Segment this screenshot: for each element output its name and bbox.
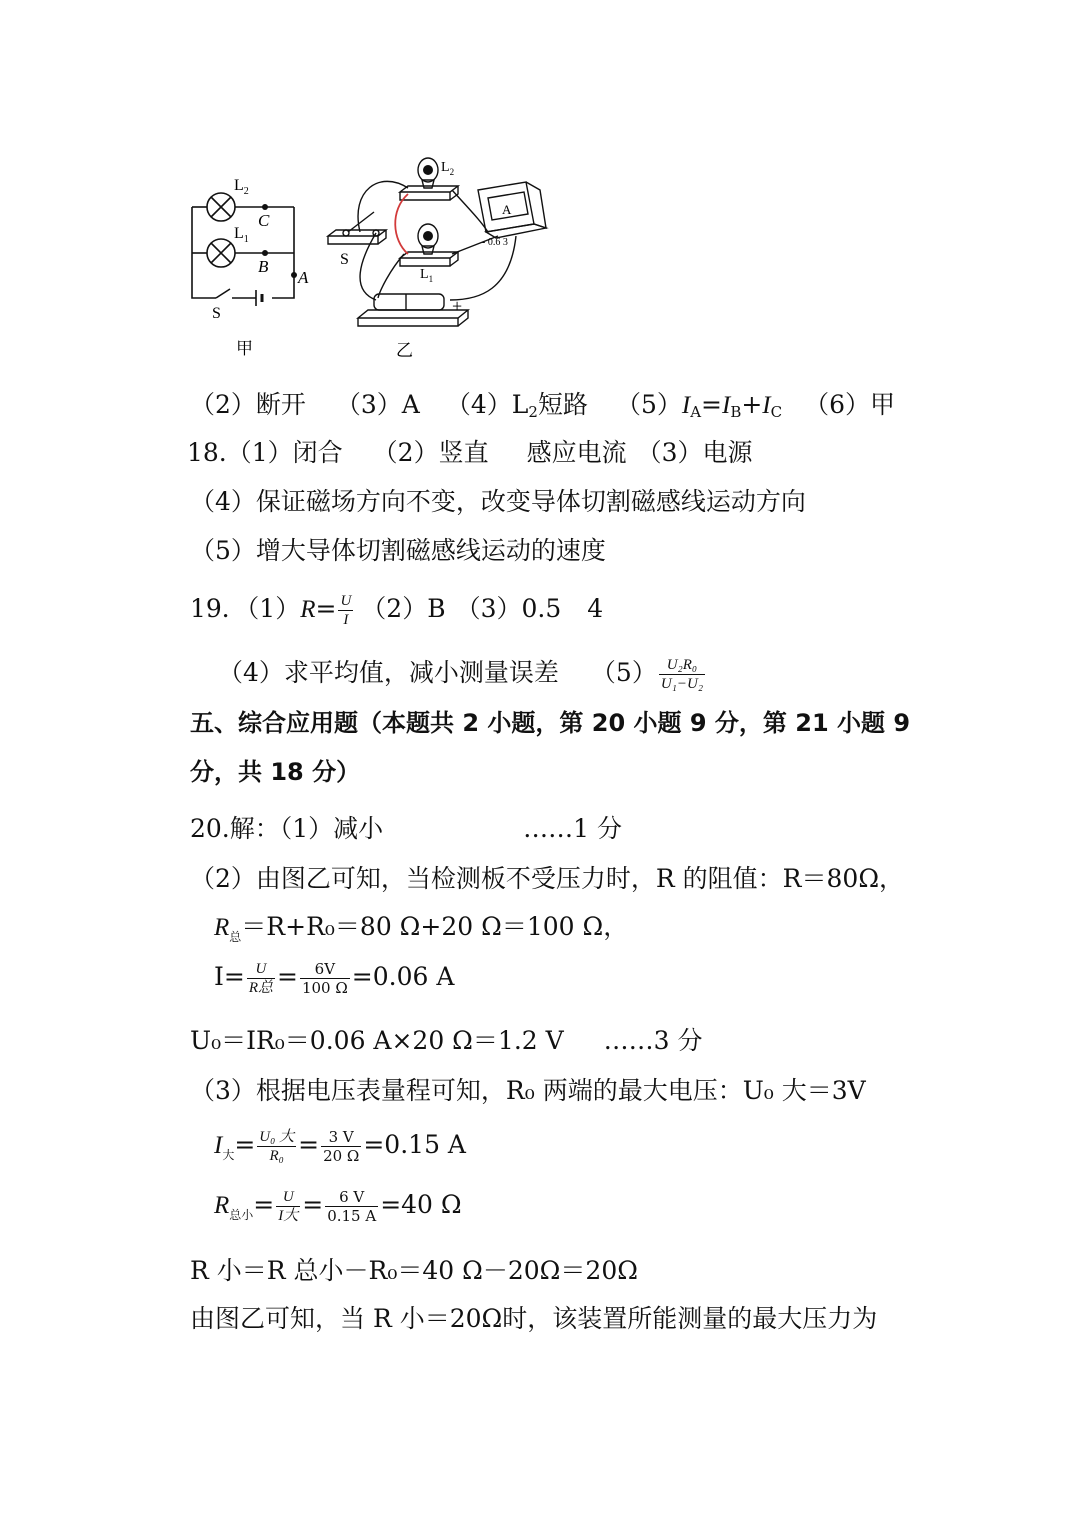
q19-line-2: （4）求平均值，减小测量误差 （5） $\frac{\text{U₂R₀}}{\text{U₁−U₂}}$ <box>218 657 704 692</box>
q20-line-3: $R_总=R+R_0=80$ Ω+20 Ω＝100 Ω， <box>214 912 629 944</box>
yi-label-l1: $L_1$ <box>420 267 434 284</box>
jia-caption: 甲 <box>236 339 253 358</box>
jia-label-s: S <box>212 305 221 322</box>
jia-label-l1: $L_1$ <box>234 225 249 245</box>
q17-answers: （2）断开 （3）A $(4)L_2$短路 $(5)I_A=I_B+I_C$ （6）甲 <box>190 390 896 421</box>
q20-line-5: U₀＝IR₀＝0.06 A×20 Ω＝1.2 V ……3 分 <box>190 1026 703 1055</box>
yi-meter-terminals: - 0.6 3 <box>482 237 508 248</box>
yi-caption: 乙 <box>396 341 413 360</box>
lamp-l2 <box>207 193 235 221</box>
yi-meter-label: A <box>502 202 512 217</box>
yi-label-l2: $L_2$ <box>441 160 455 177</box>
q20-line-4: I= $\frac{U}{\text{R总}}$ = $\frac{6V}{100 \Omega}$ =0.06 A <box>214 960 455 997</box>
q20-line-10: 由图乙可知，当 R 小＝20Ω时，该装置所能测量的最大压力为 <box>190 1304 878 1333</box>
q18-line-1: 18.（1）闭合 （2）竖直 感应电流 （3）电源 <box>187 438 753 467</box>
q20-line-7: $I_大=$ $\frac{\text{U₀ 大}}{\text{R₀}}$ = $\frac{3 V}{20 \Omega}$ =0.15 A <box>214 1128 466 1165</box>
section-5-heading-line-2: 分，共 18 分） <box>190 758 361 786</box>
q18-line-2: （4）保证磁场方向不变，改变导体切割磁感线运动方向 <box>190 487 806 516</box>
circuit-diagram-yi <box>320 150 560 365</box>
q20-line-6: （3）根据电压表量程可知，R₀ 两端的最大电压：U₀ 大＝3V <box>190 1076 866 1105</box>
q20-line-1: 20.解：（1）减小 ……1 分 <box>190 814 623 843</box>
jia-label-a: A <box>298 268 309 287</box>
circuit-diagram-jia <box>180 160 330 370</box>
q20-line-8: $R_{总小}=$ $\frac{U}{\text{I大}}$ = $\frac{6 V}{0.15 A}$ =40 Ω <box>214 1188 462 1225</box>
yi-label-s: S <box>340 251 349 268</box>
q18-line-3: （5）增大导体切割磁感线运动的速度 <box>190 536 606 565</box>
q20-line-2: （2）由图乙可知，当检测板不受压力时，R 的阻值：R＝80Ω， <box>190 864 905 893</box>
jia-label-l2: $L_2$ <box>234 177 249 197</box>
q19-line-1: 19．（1）R= $\frac{U}{I}$ （2）B （3）0.5 4 <box>190 593 604 628</box>
jia-label-b: B <box>258 257 269 276</box>
q20-line-9: R 小＝R 总小－R₀＝40 Ω－20Ω＝20Ω <box>190 1256 638 1285</box>
lamp-l1 <box>207 239 235 267</box>
section-5-heading-line-1: 五、综合应用题（本题共 2 小题，第 20 小题 9 分，第 21 小题 9 <box>190 709 911 737</box>
jia-label-c: C <box>258 211 270 230</box>
yi-battery-plus: + <box>452 296 463 316</box>
